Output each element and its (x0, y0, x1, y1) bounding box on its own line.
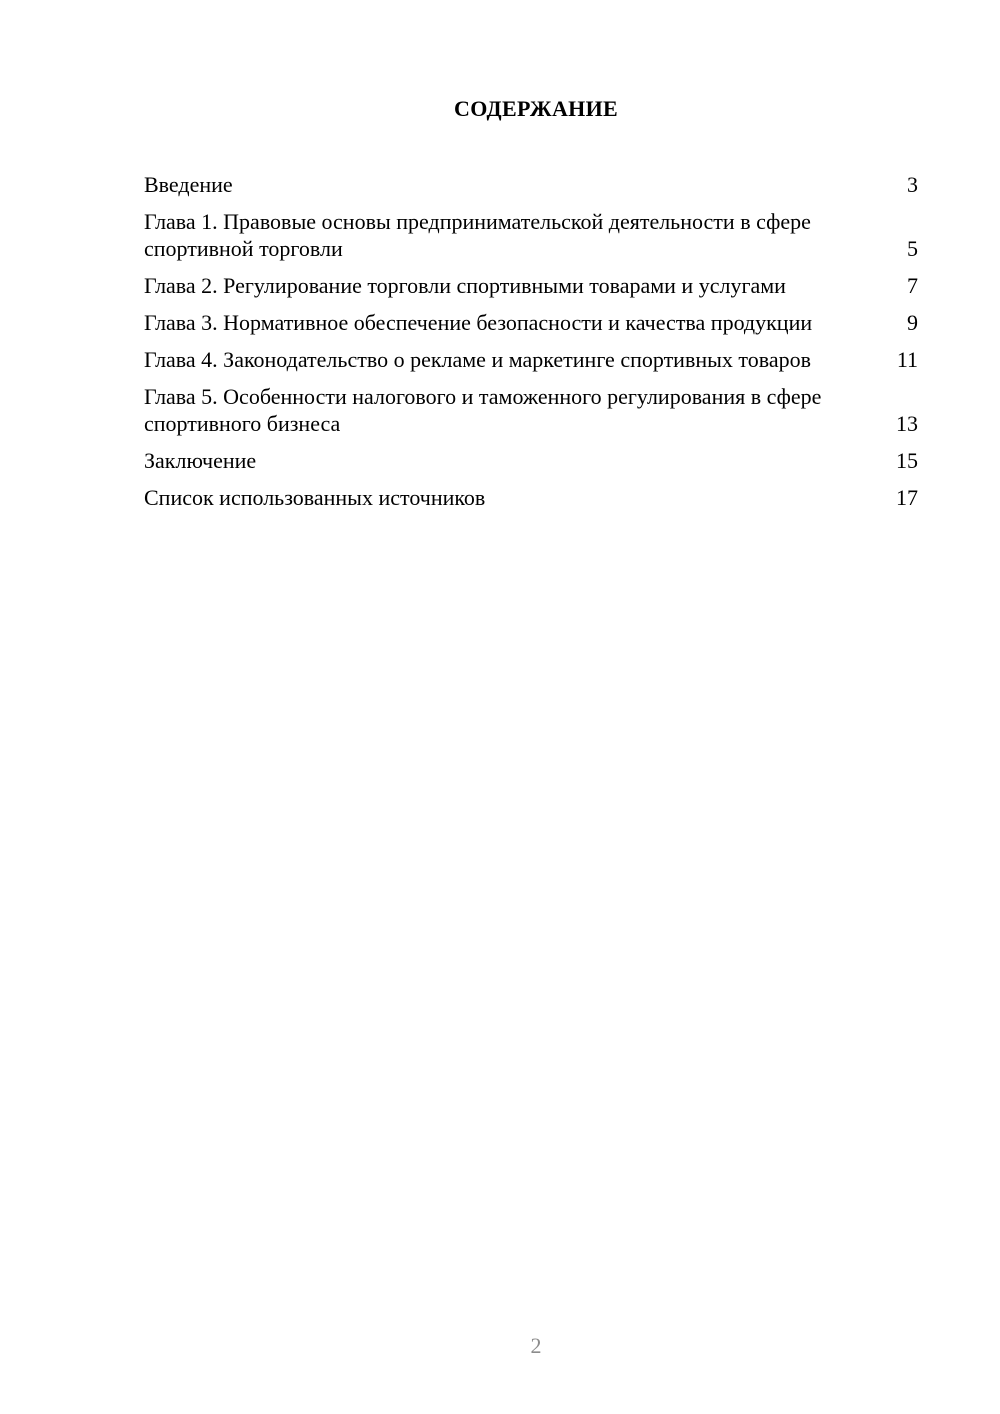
toc-entry-text: Глава 1. Правовые основы предпринимательской деятельности в сфере спортивной торговли (144, 209, 811, 261)
toc-entry-page: 5 (907, 236, 918, 261)
toc-entry-page: 7 (907, 273, 918, 298)
toc-entry-chapter-2[interactable] (144, 272, 918, 299)
toc-entry-text: Введение (144, 172, 233, 197)
page-number: 2 (530, 1333, 542, 1358)
toc-entry-page: 17 (896, 485, 918, 510)
table-of-contents (144, 171, 918, 511)
toc-entry-chapter-3[interactable] (144, 309, 918, 336)
toc-entry-text: Глава 5. Особенности налогового и таможенного регулирования в сфере спортивного бизнеса (144, 384, 822, 436)
toc-entry-text: Заключение (144, 448, 257, 473)
toc-entry-text: Глава 3. Нормативное обеспечение безопасности и качества продукции (144, 310, 813, 335)
toc-entry-page: 13 (896, 411, 918, 436)
toc-entry-text: Глава 2. Регулирование торговли спортивными товарами и услугами (144, 273, 786, 298)
toc-entry-page: 15 (896, 448, 918, 473)
toc-title: СОДЕРЖАНИЕ (454, 96, 618, 121)
toc-entry-chapter-1[interactable] (144, 208, 918, 262)
toc-entry-chapter-4[interactable] (144, 346, 918, 373)
toc-entry-text: Глава 4. Законодательство о рекламе и маркетинге спортивных товаров (144, 347, 811, 372)
toc-entry-page: 9 (907, 310, 918, 335)
toc-entry-references[interactable] (144, 484, 918, 511)
toc-entry-introduction[interactable] (144, 171, 918, 198)
toc-entry-page: 11 (896, 347, 918, 372)
toc-entry-conclusion[interactable] (144, 447, 918, 474)
toc-entry-chapter-5[interactable] (144, 383, 918, 437)
toc-entry-page: 3 (907, 172, 918, 197)
toc-entry-text: Список использованных источников (144, 485, 486, 510)
